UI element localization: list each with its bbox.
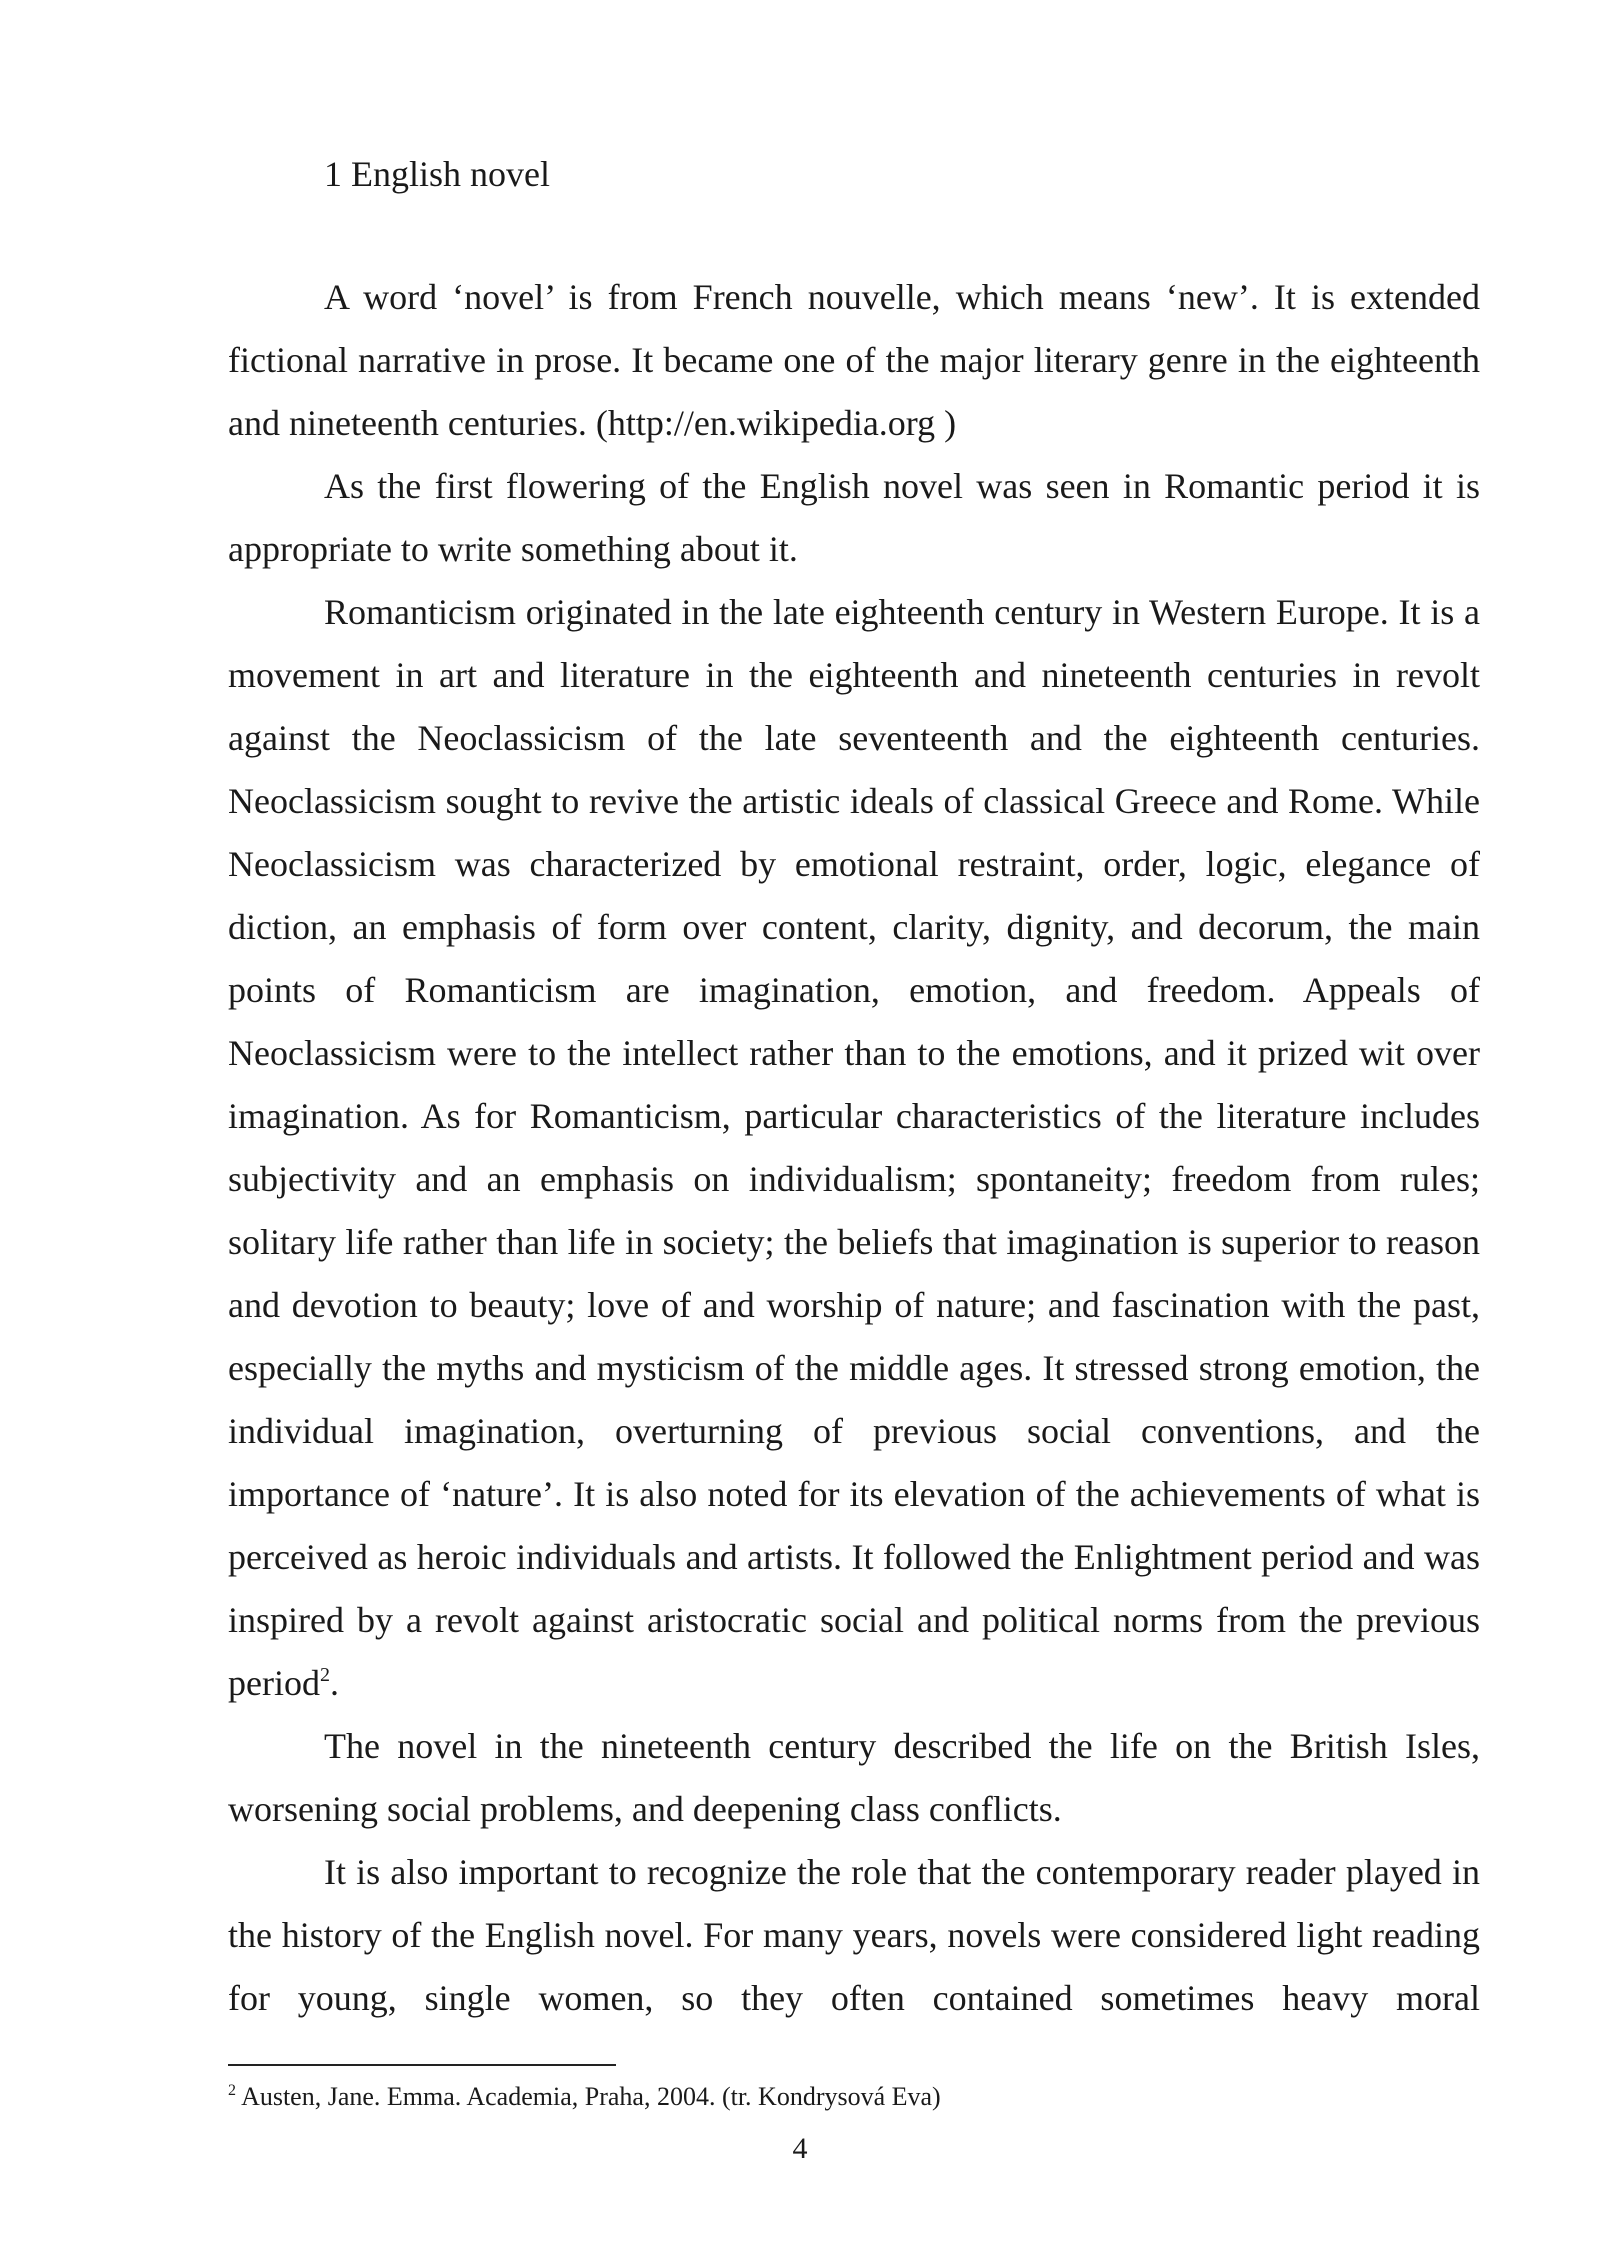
paragraph-3-text: Romanticism originated in the late eighteenth century in Western Europe. It is a movement in art and literature in the eighteenth and nineteenth centuries in revolt against the Neoclassicism of the late seventeenth and the eighteenth centuries. Neoclassicism sought to revive the artistic ideals of classical Greece and Rome. While Neoclassicism was characterized by emotional restraint, order, logic, elegance of diction, an emphasis of form over content, clarity, dignity, and decorum, the main points of Romanticism are imagination, emotion, and freedom. Appeals of Neoclassicism were to the intellect rather than to the emotions, and it prized wit over imagination. As for Romanticism, particular characteristics of the literature includes subjectivity and an emphasis on individualism; spontaneity; freedom from rules; solitary life rather than life in society; the beliefs that imagination is superior to reason and devotion to beauty; love of and worship of nature; and fascination with the past, especially the myths and mysticism of the middle ages. It stressed strong emotion, the individual imagination, overturning of previous social conventions, and the importance of ‘nature’. It is also noted for its elevation of the achievements of what is perceived as heroic individuals and artists. It followed the Enlightment period and was inspired by a revolt against aristocratic social and political norms from the previous period (228, 592, 1480, 1703)
paragraph-3-end: . (329, 1663, 339, 1703)
paragraph-2: As the first flowering of the English novel was seen in Romantic period it is appropriate to write something about it. (228, 466, 1480, 569)
body-text (228, 266, 1480, 2030)
footnote-number: 2 (228, 2082, 236, 2099)
footnote-separator (228, 2064, 616, 2066)
page-number: 4 (792, 2132, 808, 2165)
paragraph-4: The novel in the nineteenth century described the life on the British Isles, worsening social problems, and deepening class conflicts. (228, 1726, 1480, 1829)
section-heading: 1 English novel (324, 154, 550, 194)
paragraph-1: A word ‘novel’ is from French nouvelle, which means ‘new’. It is extended fictional narrative in prose. It became one of the major literary genre in the eighteenth and nineteenth centuries. (http://en.wikipedia.org ) (228, 277, 1480, 443)
paragraph-3 (228, 581, 1480, 1715)
footnote-reference[interactable]: 2 (319, 1664, 330, 1686)
paragraph-5: It is also important to recognize the role that the contemporary reader played in the history of the English novel. For many years, novels were considered light reading for young, single women, so they often contained sometimes heavy moral (228, 1852, 1480, 2018)
footnote-text: Austen, Jane. Emma. Academia, Praha, 2004. (tr. Kondrysová Eva) (236, 2082, 941, 2111)
footnote (228, 2080, 941, 2114)
